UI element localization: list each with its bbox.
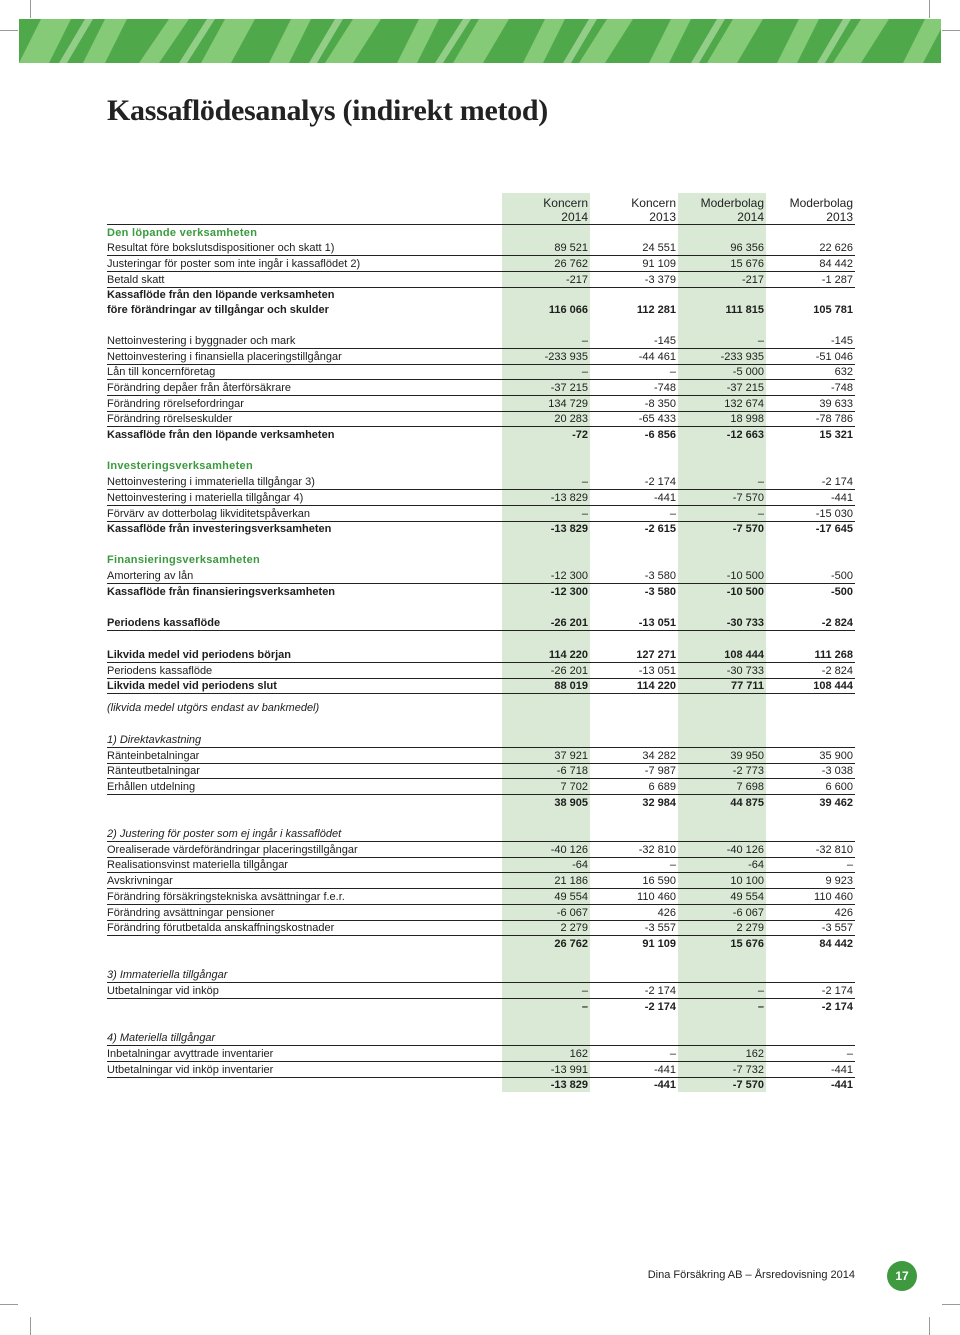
row-value: -32 810 xyxy=(815,844,853,856)
table-row xyxy=(107,507,855,522)
table-row xyxy=(107,273,855,288)
table-row xyxy=(107,585,855,599)
row-label: Förändring rörelseskulder xyxy=(107,413,233,425)
row-label: 3) Immateriella tillgångar xyxy=(107,969,228,981)
row-value: 22 626 xyxy=(819,242,853,254)
row-value: -441 xyxy=(830,1079,853,1091)
row-value: -12 663 xyxy=(726,429,764,441)
row-value: 16 590 xyxy=(642,875,676,887)
row-value: -13 991 xyxy=(550,1064,588,1076)
row-value: – xyxy=(581,366,588,378)
row-value: 15 676 xyxy=(730,938,764,950)
row-value: – xyxy=(757,476,764,488)
row-label: 4) Materiella tillgångar xyxy=(107,1032,216,1044)
row-value: -145 xyxy=(830,335,853,347)
row-value: -5 000 xyxy=(732,366,764,378)
row-value: 15 321 xyxy=(819,429,853,441)
row-value: -217 xyxy=(565,274,588,286)
row-value: 77 711 xyxy=(730,680,764,692)
table-row xyxy=(107,921,855,936)
row-value: 2 279 xyxy=(736,922,764,934)
table-row xyxy=(107,827,855,842)
column-year: 2014 xyxy=(561,210,588,224)
table-row xyxy=(107,428,855,442)
row-value: 110 460 xyxy=(814,891,853,903)
row-value: 37 921 xyxy=(554,750,588,762)
row-label: Realisationsvinst materiella tillgångar xyxy=(107,859,288,871)
table-row xyxy=(107,701,855,715)
table-row xyxy=(107,780,855,795)
table-row xyxy=(107,475,855,490)
row-value: -65 433 xyxy=(638,413,676,425)
row-value: 39 633 xyxy=(819,398,853,410)
row-value: -2 824 xyxy=(821,665,853,677)
table-row xyxy=(107,334,855,349)
row-value: – xyxy=(846,859,853,871)
row-value: – xyxy=(581,1001,588,1013)
row-value: -44 461 xyxy=(638,351,676,363)
row-value: -441 xyxy=(653,1064,676,1076)
row-value: -441 xyxy=(653,492,676,504)
table-row xyxy=(107,890,855,905)
column-entity: Koncern xyxy=(631,196,676,210)
row-value: -7 570 xyxy=(732,1079,764,1091)
row-value: 108 444 xyxy=(724,649,764,661)
row-value: 38 905 xyxy=(554,797,588,809)
row-value: 426 xyxy=(834,907,853,919)
row-label: Förändring avsättningar pensioner xyxy=(107,907,275,919)
row-value: -441 xyxy=(653,1079,676,1091)
row-value: -500 xyxy=(830,570,853,582)
table-row xyxy=(107,522,855,536)
row-label: Orealiserade värdeförändringar placeringstillgångar xyxy=(107,844,358,856)
table-row xyxy=(107,648,855,663)
table-row xyxy=(107,553,855,567)
row-label: 2) Justering för poster som ej ingår i kassaflödet xyxy=(107,828,342,840)
column-year: 2013 xyxy=(826,210,853,224)
table-row xyxy=(107,381,855,396)
row-value: 26 762 xyxy=(554,938,588,950)
row-value: -8 350 xyxy=(644,398,676,410)
row-value: – xyxy=(581,476,588,488)
row-value: -13 829 xyxy=(550,523,588,535)
row-value: 7 698 xyxy=(736,781,764,793)
footer-text: Dina Försäkring AB – Årsredovisning 2014 xyxy=(647,1269,855,1281)
row-value: -13 829 xyxy=(550,1079,588,1091)
row-value: 10 100 xyxy=(730,875,764,887)
table-row xyxy=(107,226,855,240)
row-value: 39 950 xyxy=(730,750,764,762)
row-value: -13 051 xyxy=(638,617,676,629)
row-value: 2 279 xyxy=(560,922,588,934)
row-value: -2 174 xyxy=(821,476,853,488)
row-label: Kassaflöde från investeringsverksamheten xyxy=(107,523,332,535)
row-label: Nettoinvestering i finansiella placeringstillgångar xyxy=(107,351,342,363)
row-value: -145 xyxy=(653,335,676,347)
row-value: -3 557 xyxy=(821,922,853,934)
table-row xyxy=(107,749,855,764)
table-row xyxy=(107,257,855,272)
crop-mark xyxy=(30,1317,31,1335)
row-value: -64 xyxy=(572,859,588,871)
row-value: 91 109 xyxy=(642,258,676,270)
row-value: -37 215 xyxy=(726,382,764,394)
row-value: -7 570 xyxy=(732,523,764,535)
row-label: Nettoinvestering i byggnader och mark xyxy=(107,335,296,347)
row-value: – xyxy=(581,985,588,997)
row-value: -2 174 xyxy=(644,476,676,488)
row-value: -3 580 xyxy=(644,570,676,582)
row-value: -6 856 xyxy=(644,429,676,441)
row-value: -2 174 xyxy=(821,985,853,997)
row-value: 114 220 xyxy=(636,680,676,692)
row-label: Resultat före bokslutsdispositioner och skatt 1) xyxy=(107,242,335,254)
row-label: (likvida medel utgörs endast av bankmedel) xyxy=(107,702,320,714)
row-value: 89 521 xyxy=(554,242,588,254)
table-row xyxy=(107,843,855,858)
row-value: 24 551 xyxy=(642,242,676,254)
row-value: -441 xyxy=(830,492,853,504)
column-shade-koncern-2014 xyxy=(502,193,590,1092)
row-label: Amortering av lån xyxy=(107,570,194,582)
row-value: 6 600 xyxy=(825,781,853,793)
row-label: Erhållen utdelning xyxy=(107,781,196,793)
row-value: -78 786 xyxy=(815,413,853,425)
row-value: -10 500 xyxy=(726,570,764,582)
row-label: Avskrivningar xyxy=(107,875,173,887)
table-row xyxy=(107,616,855,631)
row-label: Ränteinbetalningar xyxy=(107,750,200,762)
row-value: 132 674 xyxy=(724,398,764,410)
row-value: -37 215 xyxy=(550,382,588,394)
crop-mark xyxy=(942,1304,960,1305)
row-label: Den löpande verksamheten xyxy=(107,227,258,239)
row-value: -15 030 xyxy=(815,508,853,520)
column-entity: Moderbolag xyxy=(700,196,764,210)
row-label: Kassaflöde från den löpande verksamheten xyxy=(107,289,335,301)
row-value: 426 xyxy=(657,907,676,919)
crop-mark xyxy=(30,0,31,18)
row-value: -500 xyxy=(830,586,853,598)
row-value: -30 733 xyxy=(726,665,764,677)
row-value: – xyxy=(757,1001,764,1013)
row-value: -233 935 xyxy=(544,351,588,363)
header-banner xyxy=(19,19,941,63)
row-value: -2 174 xyxy=(644,985,676,997)
row-value: -7 732 xyxy=(732,1064,764,1076)
row-label: 1) Direktavkastning xyxy=(107,734,202,746)
row-label: Likvida medel vid periodens slut xyxy=(107,680,277,692)
row-label: Periodens kassaflöde xyxy=(107,665,213,677)
row-value: 112 281 xyxy=(636,304,676,316)
row-label: Likvida medel vid periodens början xyxy=(107,649,291,661)
row-value: 21 186 xyxy=(554,875,588,887)
row-value: -26 201 xyxy=(550,617,588,629)
row-value: -6 067 xyxy=(732,907,764,919)
row-value: -2 773 xyxy=(732,765,764,777)
row-value: -3 557 xyxy=(644,922,676,934)
row-value: -12 300 xyxy=(550,586,588,598)
row-label: Justeringar för poster som inte ingår i kassaflödet 2) xyxy=(107,258,361,270)
row-value: 49 554 xyxy=(554,891,588,903)
page-number: 17 xyxy=(887,1261,917,1291)
row-label: Utbetalningar vid inköp inventarier xyxy=(107,1064,274,1076)
table-row xyxy=(107,679,855,694)
table-row xyxy=(107,1000,855,1014)
table-row xyxy=(107,796,855,810)
row-value: 15 676 xyxy=(730,258,764,270)
row-value: -1 287 xyxy=(821,274,853,286)
column-year: 2014 xyxy=(737,210,764,224)
table-row xyxy=(107,397,855,412)
row-value: -217 xyxy=(741,274,764,286)
row-value: 162 xyxy=(745,1048,764,1060)
row-value: -32 810 xyxy=(638,844,676,856)
row-value: – xyxy=(846,1048,853,1060)
row-value: -233 935 xyxy=(720,351,764,363)
table-row xyxy=(107,1047,855,1062)
header-rule xyxy=(107,210,855,225)
row-label: Finansieringsverksamheten xyxy=(107,554,261,566)
column-year: 2013 xyxy=(649,210,676,224)
table-row xyxy=(107,241,855,256)
table-row xyxy=(107,733,855,748)
row-value: -7 570 xyxy=(732,492,764,504)
table-row xyxy=(107,350,855,365)
row-label: Utbetalningar vid inköp xyxy=(107,985,219,997)
table-row xyxy=(107,858,855,873)
row-value: – xyxy=(669,508,676,520)
row-value: -13 051 xyxy=(638,665,676,677)
row-value: 111 815 xyxy=(725,304,764,316)
row-value: -748 xyxy=(653,382,676,394)
table-row xyxy=(107,1063,855,1078)
row-value: -2 824 xyxy=(821,617,853,629)
row-value: -2 174 xyxy=(644,1001,676,1013)
row-value: 7 702 xyxy=(560,781,588,793)
row-value: -64 xyxy=(748,859,764,871)
row-value: – xyxy=(757,985,764,997)
row-value: 44 875 xyxy=(730,797,764,809)
row-value: – xyxy=(669,366,676,378)
row-value: -3 038 xyxy=(821,765,853,777)
row-value: -12 300 xyxy=(550,570,588,582)
row-value: 6 689 xyxy=(648,781,676,793)
row-value: 96 356 xyxy=(730,242,764,254)
table-row xyxy=(107,569,855,584)
table-row xyxy=(107,288,855,302)
row-value: – xyxy=(757,508,764,520)
row-label: Förändring försäkringstekniska avsättningar f.e.r. xyxy=(107,891,345,903)
table-row xyxy=(107,459,855,473)
row-value: – xyxy=(669,1048,676,1060)
row-label: Inbetalningar avyttrade inventarier xyxy=(107,1048,274,1060)
row-value: – xyxy=(581,335,588,347)
row-value: 134 729 xyxy=(548,398,588,410)
row-value: 105 781 xyxy=(813,304,853,316)
row-value: -2 615 xyxy=(644,523,676,535)
row-value: -30 733 xyxy=(726,617,764,629)
row-value: -17 645 xyxy=(815,523,853,535)
crop-mark xyxy=(942,30,960,31)
row-label: Förändring depåer från återförsäkrare xyxy=(107,382,292,394)
row-value: – xyxy=(757,335,764,347)
row-value: 91 109 xyxy=(642,938,676,950)
row-value: 114 220 xyxy=(548,649,588,661)
row-value: -3 379 xyxy=(644,274,676,286)
row-value: 88 019 xyxy=(554,680,588,692)
row-label: Ränteutbetalningar xyxy=(107,765,200,777)
row-value: 84 442 xyxy=(819,938,853,950)
table-row xyxy=(107,984,855,999)
row-value: 632 xyxy=(834,366,853,378)
row-value: – xyxy=(581,508,588,520)
row-value: -3 580 xyxy=(644,586,676,598)
row-value: 26 762 xyxy=(554,258,588,270)
row-value: – xyxy=(669,859,676,871)
table-row xyxy=(107,874,855,889)
row-value: 127 271 xyxy=(636,649,676,661)
row-value: 35 900 xyxy=(819,750,853,762)
row-value: -441 xyxy=(830,1064,853,1076)
crop-mark xyxy=(0,30,18,31)
row-value: -748 xyxy=(830,382,853,394)
row-label: Kassaflöde från den löpande verksamheten xyxy=(107,429,335,441)
crop-mark xyxy=(929,0,930,18)
table-row xyxy=(107,365,855,380)
row-value: 39 462 xyxy=(819,797,853,809)
row-value: -72 xyxy=(572,429,588,441)
table-row xyxy=(107,664,855,679)
row-label: Förvärv av dotterbolag likviditetspåverkan xyxy=(107,508,310,520)
page-title: Kassaflödesanalys (indirekt metod) xyxy=(107,94,548,127)
row-value: 18 998 xyxy=(730,413,764,425)
table-row xyxy=(107,1031,855,1046)
table-row xyxy=(107,764,855,779)
row-label: Lån till koncernföretag xyxy=(107,366,216,378)
table-row xyxy=(107,412,855,427)
row-value: 49 554 xyxy=(730,891,764,903)
row-value: 108 444 xyxy=(813,680,853,692)
table-row xyxy=(107,303,855,317)
table-row xyxy=(107,968,855,983)
row-value: 32 984 xyxy=(642,797,676,809)
row-value: 162 xyxy=(569,1048,588,1060)
row-value: -6 718 xyxy=(556,765,588,777)
row-value: 20 283 xyxy=(554,413,588,425)
row-label: före förändringar av tillgångar och skulder xyxy=(107,304,329,316)
row-label: Nettoinvestering i immateriella tillgångar 3) xyxy=(107,476,315,488)
row-value: -7 987 xyxy=(644,765,676,777)
row-label: Investeringsverksamheten xyxy=(107,460,253,472)
row-value: -40 126 xyxy=(726,844,764,856)
row-value: 84 442 xyxy=(819,258,853,270)
table-row xyxy=(107,491,855,506)
row-value: -2 174 xyxy=(821,1001,853,1013)
row-label: Nettoinvestering i materiella tillgångar 4) xyxy=(107,492,304,504)
column-entity: Koncern xyxy=(543,196,588,210)
row-value: -13 829 xyxy=(550,492,588,504)
row-label: Förändring förutbetalda anskaffningskostnader xyxy=(107,922,335,934)
row-value: 111 268 xyxy=(814,649,853,661)
row-label: Förändring rörelsefordringar xyxy=(107,398,244,410)
row-value: -51 046 xyxy=(815,351,853,363)
crop-mark xyxy=(929,1317,930,1335)
row-value: -6 067 xyxy=(556,907,588,919)
row-value: 110 460 xyxy=(637,891,676,903)
row-label: Periodens kassaflöde xyxy=(107,617,221,629)
row-label: Kassaflöde från finansieringsverksamheten xyxy=(107,586,336,598)
column-entity: Moderbolag xyxy=(789,196,853,210)
row-value: -10 500 xyxy=(726,586,764,598)
row-value: 9 923 xyxy=(825,875,853,887)
column-shade-moderbolag-2014 xyxy=(678,193,766,1092)
row-label: Betald skatt xyxy=(107,274,165,286)
table-row xyxy=(107,1078,855,1092)
table-row xyxy=(107,937,855,951)
row-value: -26 201 xyxy=(550,665,588,677)
row-value: 34 282 xyxy=(642,750,676,762)
table-row xyxy=(107,906,855,921)
row-value: 116 066 xyxy=(548,304,588,316)
row-value: -40 126 xyxy=(550,844,588,856)
crop-mark xyxy=(0,1304,18,1305)
